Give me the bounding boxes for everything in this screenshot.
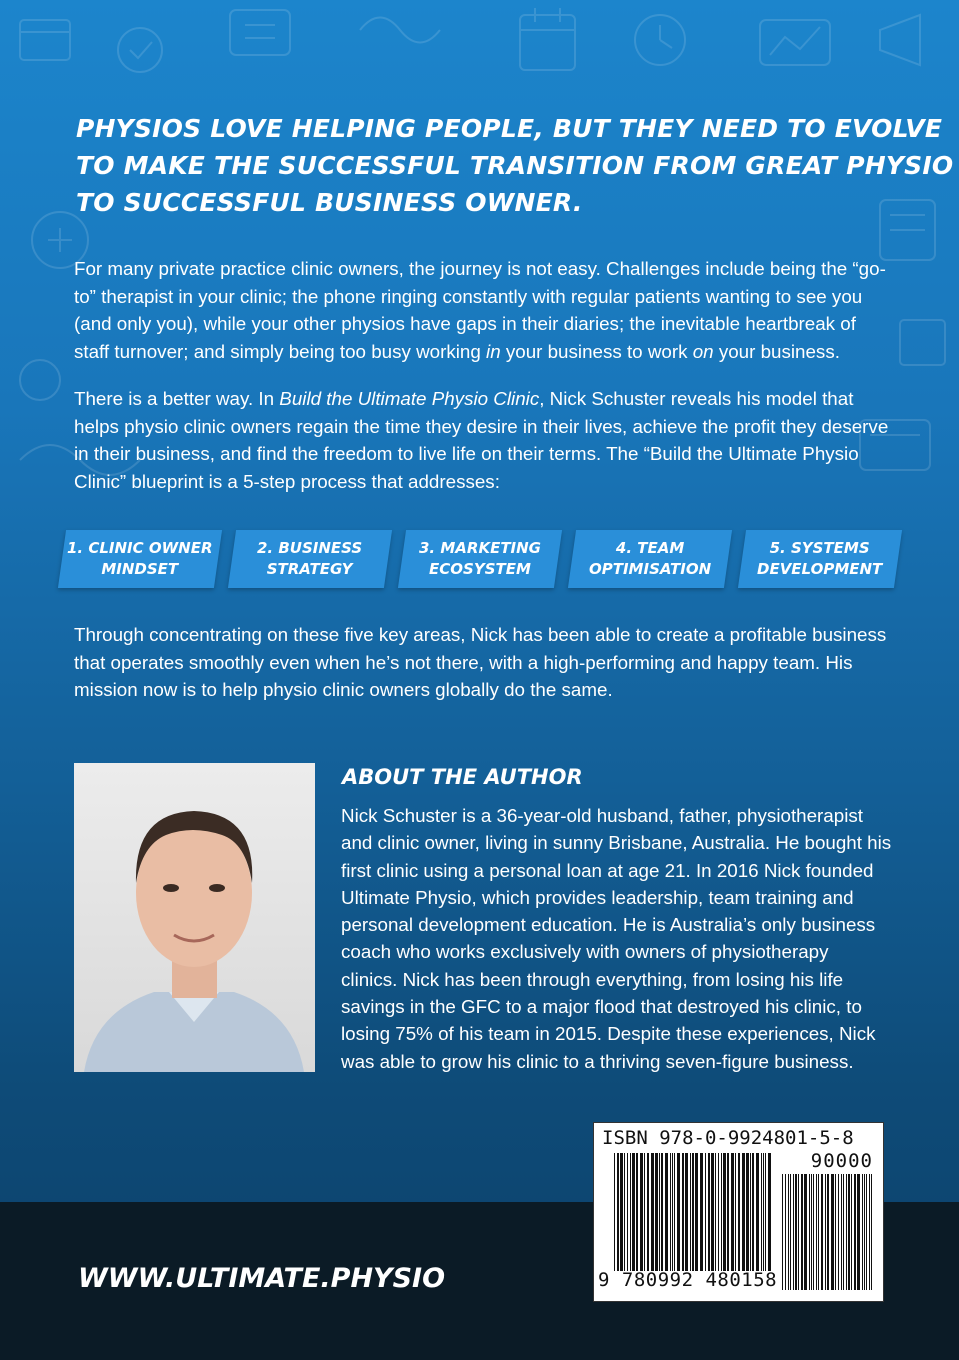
- isbn-number: ISBN 978-0-9924801-5-8: [602, 1127, 854, 1149]
- closing-paragraph: Through concentrating on these five key areas, Nick has been able to create a profitable business that operates smoothly even when he’s not there, with a high-performing and happy team. His mission now is to help physio clinic owners globally do the same.: [74, 624, 887, 700]
- barcode-bars: [614, 1153, 774, 1271]
- step-2-box: [228, 530, 392, 588]
- five-steps: [62, 530, 907, 588]
- price-addon-digits: 90000: [810, 1150, 873, 1172]
- step-5-box: [738, 530, 902, 588]
- website-url[interactable]: WWW.ULTIMATE.PHYSIO: [78, 1263, 446, 1294]
- headline-line-1: PHYSIOS LOVE HELPING PEOPLE, BUT THEY NEED TO EVOLVE: [76, 114, 943, 143]
- step-4-label: 4. TEAM OPTIMISATION: [588, 539, 712, 578]
- addon-barcode-bars: [782, 1174, 874, 1290]
- headline-line-3: TO SUCCESSFUL BUSINESS OWNER.: [76, 188, 583, 217]
- headline-line-2: TO MAKE THE SUCCESSFUL TRANSITION FROM GREAT PHYSIO: [76, 151, 954, 180]
- step-1-box: [58, 530, 222, 588]
- about-author-title: ABOUT THE AUTHOR: [342, 765, 583, 789]
- isbn-barcode: [593, 1122, 884, 1302]
- author-bio: Nick Schuster is a 36-year-old husband, father, physiotherapist and clinic owner, living in sunny Brisbane, Australia. He bought his first clinic using a personal loan at age 21. In 2016 Nick founded Ultimate Physio, which provides leadership, team training and personal development education. He is Australia’s only business coach who works exclusively with owners of physiotherapy clinics. Nick has been through everything, from losing his life savings in the GFC to a major flood that destroyed his clinic, to losing 75% of his team in 2015. Despite these experiences, Nick was able to grow his clinic to a thriving seven-figure business.: [341, 805, 892, 1072]
- book-title: Build the Ultimate Physio Clinic: [279, 388, 540, 409]
- step-3-label: 3. MARKETING ECOSYSTEM: [419, 539, 541, 578]
- step-2-label: 2. BUSINESS STRATEGY: [257, 539, 363, 578]
- step-5-label: 5. SYSTEMS DEVELOPMENT: [757, 539, 883, 578]
- step-3-box: [398, 530, 562, 588]
- headline: [76, 110, 954, 221]
- step-1-label: 1. CLINIC OWNER MINDSET: [67, 539, 213, 578]
- intro-paragraph-2: There is a better way. In Build the Ultimate Physio Clinic, Nick Schuster reveals his model that helps physio clinic owners regain the time they desire in their lives, achieve the profit they deserve in their business, and find the freedom to live life on their terms. The “Build the Ultimate Physio Clinic” blueprint is a 5-step process that addresses:: [74, 388, 889, 492]
- step-4-box: [568, 530, 732, 588]
- intro-paragraph-1: For many private practice clinic owners, the journey is not easy. Challenges include being the “go-to” therapist in your clinic; the phone ringing constantly with regular patients wanting to see you (and only you), while your other physios have gaps in their diaries; the inevitable heartbreak of staff turnover; and simply being too busy working in your business to work on your business.: [74, 258, 886, 362]
- barcode-digits: 9 780992 480158: [598, 1269, 778, 1291]
- author-photo: [74, 763, 315, 1072]
